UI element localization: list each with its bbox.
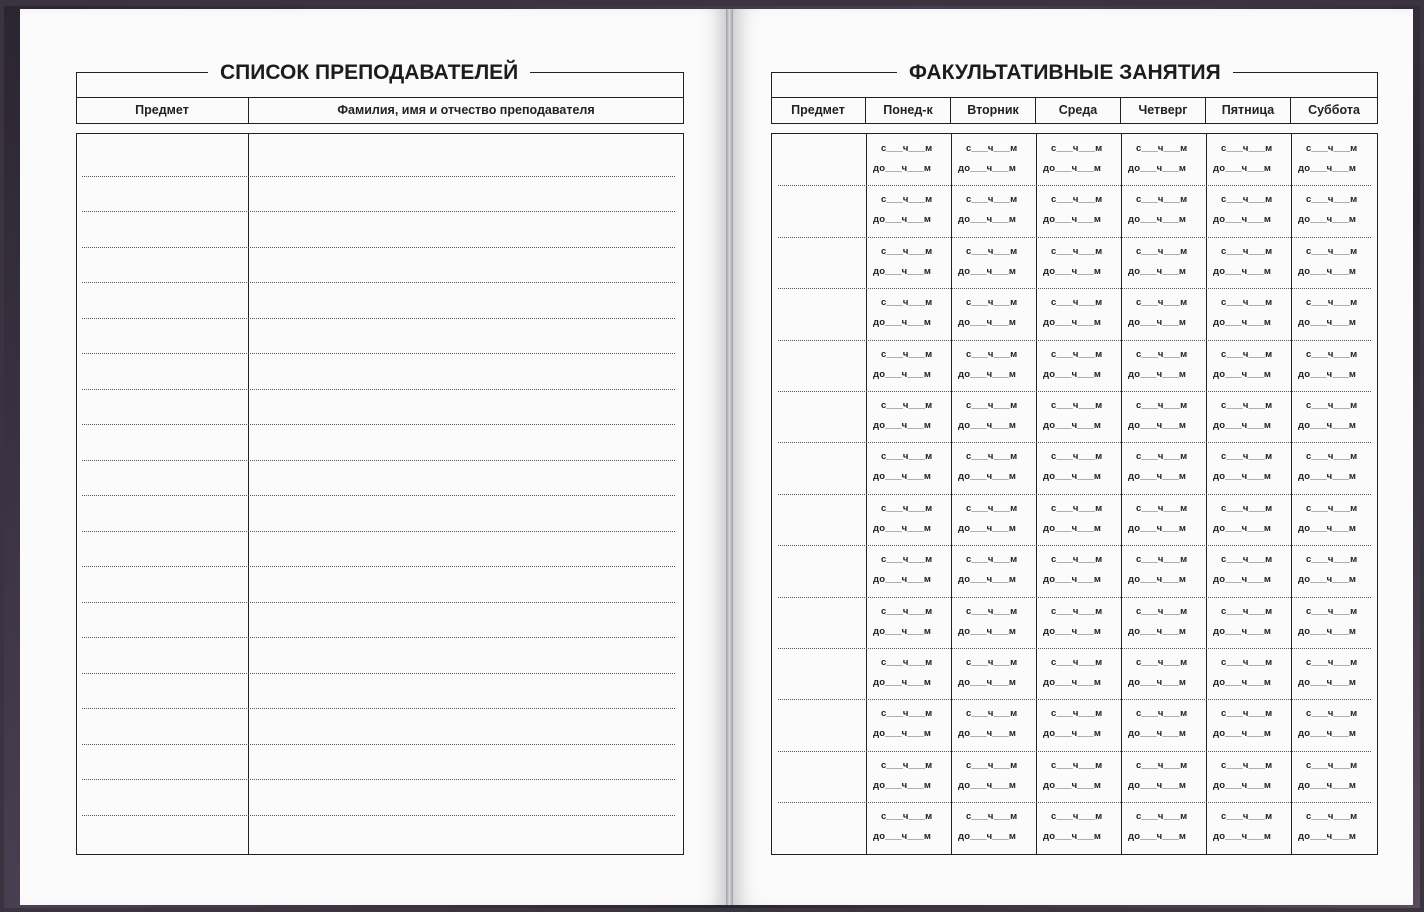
time-from-field[interactable]: с___ч___м [1136, 194, 1188, 205]
day-header-thursday: Четверг [1138, 103, 1188, 117]
optional-subject-field[interactable] [772, 494, 866, 545]
time-from-field[interactable]: с___ч___м [966, 143, 1018, 154]
time-from-field[interactable]: с___ч___м [1221, 400, 1273, 411]
optional-class-row-line [778, 648, 1371, 649]
time-to-field[interactable]: до___ч___м [873, 214, 932, 225]
day-header-monday: Понед-к [883, 103, 933, 117]
time-to-field[interactable]: до___ч___м [958, 523, 1017, 534]
time-to-field[interactable]: до___ч___м [1128, 677, 1187, 688]
time-to-field[interactable]: до___ч___м [1043, 266, 1102, 277]
time-to-field[interactable]: до___ч___м [873, 266, 932, 277]
time-to-field[interactable]: до___ч___м [1043, 677, 1102, 688]
time-from-field[interactable]: с___ч___м [1306, 554, 1358, 565]
time-from-field[interactable]: с___ч___м [1306, 708, 1358, 719]
time-from-field[interactable]: с___ч___м [1136, 708, 1188, 719]
time-from-field[interactable]: с___ч___м [1221, 606, 1273, 617]
time-from-field[interactable]: с___ч___м [1306, 143, 1358, 154]
time-to-field[interactable]: до___ч___м [958, 317, 1017, 328]
teacher-entry-line[interactable] [82, 708, 675, 709]
teacher-entry-line[interactable] [82, 176, 675, 177]
time-to-field[interactable]: до___ч___м [958, 728, 1017, 739]
teacher-entry-line[interactable] [82, 389, 675, 390]
time-from-field[interactable]: с___ч___м [881, 503, 933, 514]
time-from-field[interactable]: с___ч___м [1306, 194, 1358, 205]
time-to-field[interactable]: до___ч___м [1298, 831, 1357, 842]
time-to-field[interactable]: до___ч___м [1298, 317, 1357, 328]
time-to-field[interactable]: до___ч___м [873, 574, 932, 585]
time-from-field[interactable]: с___ч___м [881, 708, 933, 719]
teacher-entry-line[interactable] [82, 815, 675, 816]
time-to-field[interactable]: до___ч___м [958, 369, 1017, 380]
time-to-field[interactable]: до___ч___м [1298, 266, 1357, 277]
time-to-field[interactable]: до___ч___м [873, 420, 932, 431]
time-to-field[interactable]: до___ч___м [1043, 626, 1102, 637]
time-to-field[interactable]: до___ч___м [1298, 471, 1357, 482]
time-to-field[interactable]: до___ч___м [873, 163, 932, 174]
teacher-entry-line[interactable] [82, 318, 675, 319]
time-from-field[interactable]: с___ч___м [1051, 811, 1103, 822]
time-to-field[interactable]: до___ч___м [1298, 163, 1357, 174]
time-from-field[interactable]: с___ч___м [1051, 194, 1103, 205]
time-from-field[interactable]: с___ч___м [881, 246, 933, 257]
time-to-field[interactable]: до___ч___м [1213, 780, 1272, 791]
time-to-field[interactable]: до___ч___м [1128, 214, 1187, 225]
time-from-field[interactable]: с___ч___м [1136, 554, 1188, 565]
time-from-field[interactable]: с___ч___м [1221, 503, 1273, 514]
time-to-field[interactable]: до___ч___м [1043, 214, 1102, 225]
time-from-field[interactable]: с___ч___м [1306, 451, 1358, 462]
time-to-field[interactable]: до___ч___м [958, 266, 1017, 277]
time-to-field[interactable]: до___ч___м [1213, 420, 1272, 431]
time-to-field[interactable]: до___ч___м [873, 626, 932, 637]
teacher-entry-line[interactable] [82, 779, 675, 780]
time-to-field[interactable]: до___ч___м [1128, 471, 1187, 482]
time-from-field[interactable]: с___ч___м [881, 606, 933, 617]
subject-column-header: Предмет [135, 103, 189, 117]
time-to-field[interactable]: до___ч___м [873, 728, 932, 739]
time-from-field[interactable]: с___ч___м [1221, 349, 1273, 360]
time-from-field[interactable]: с___ч___м [966, 606, 1018, 617]
time-to-field[interactable]: до___ч___м [1298, 728, 1357, 739]
right-page-title: ФАКУЛЬТАТИВНЫЕ ЗАНЯТИЯ [897, 61, 1233, 85]
time-from-field[interactable]: с___ч___м [1136, 297, 1188, 308]
optional-class-row-line [778, 751, 1371, 752]
optional-subject-field[interactable] [772, 237, 866, 288]
time-from-field[interactable]: с___ч___м [1221, 194, 1273, 205]
optional-class-row-line [778, 545, 1371, 546]
time-to-field[interactable]: до___ч___м [1213, 317, 1272, 328]
optional-class-row-line [778, 185, 1371, 186]
time-to-field[interactable]: до___ч___м [958, 574, 1017, 585]
left-page-title: СПИСОК ПРЕПОДАВАТЕЛЕЙ [208, 61, 530, 85]
time-from-field[interactable]: с___ч___м [1306, 349, 1358, 360]
time-from-field[interactable]: с___ч___м [881, 400, 933, 411]
time-from-field[interactable]: с___ч___м [966, 297, 1018, 308]
teachers-table [76, 133, 684, 855]
time-from-field[interactable]: с___ч___м [966, 451, 1018, 462]
time-from-field[interactable]: с___ч___м [881, 451, 933, 462]
optional-class-row-line [778, 699, 1371, 700]
time-from-field[interactable]: с___ч___м [1221, 297, 1273, 308]
time-from-field[interactable]: с___ч___м [966, 760, 1018, 771]
time-from-field[interactable]: с___ч___м [1306, 400, 1358, 411]
time-to-field[interactable]: до___ч___м [958, 626, 1017, 637]
teacher-entry-line[interactable] [82, 531, 675, 532]
time-to-field[interactable]: до___ч___м [1043, 780, 1102, 791]
optional-subject-field[interactable] [772, 802, 866, 853]
teacher-entry-line[interactable] [82, 673, 675, 674]
optional-subject-field[interactable] [772, 288, 866, 339]
time-from-field[interactable]: с___ч___м [881, 760, 933, 771]
time-to-field[interactable]: до___ч___м [1213, 728, 1272, 739]
time-to-field[interactable]: до___ч___м [1213, 163, 1272, 174]
time-to-field[interactable]: до___ч___м [1043, 471, 1102, 482]
time-to-field[interactable]: до___ч___м [1298, 420, 1357, 431]
time-from-field[interactable]: с___ч___м [881, 143, 933, 154]
time-from-field[interactable]: с___ч___м [1221, 246, 1273, 257]
teacher-entry-line[interactable] [82, 460, 675, 461]
optional-subject-header: Предмет [791, 103, 845, 117]
time-to-field[interactable]: до___ч___м [1213, 626, 1272, 637]
teacher-entry-line[interactable] [82, 637, 675, 638]
time-to-field[interactable]: до___ч___м [958, 831, 1017, 842]
time-from-field[interactable]: с___ч___м [1051, 246, 1103, 257]
time-from-field[interactable]: с___ч___м [1306, 811, 1358, 822]
time-from-field[interactable]: с___ч___м [1306, 297, 1358, 308]
time-from-field[interactable]: с___ч___м [881, 194, 933, 205]
time-from-field[interactable]: с___ч___м [1221, 451, 1273, 462]
time-from-field[interactable]: с___ч___м [1136, 400, 1188, 411]
optional-class-row-line [778, 802, 1371, 803]
teacher-entry-line[interactable] [82, 744, 675, 745]
time-to-field[interactable]: до___ч___м [1128, 574, 1187, 585]
time-to-field[interactable]: до___ч___м [1298, 523, 1357, 534]
time-to-field[interactable]: до___ч___м [1298, 626, 1357, 637]
time-to-field[interactable]: до___ч___м [873, 317, 932, 328]
time-to-field[interactable]: до___ч___м [1213, 831, 1272, 842]
time-from-field[interactable]: с___ч___м [881, 297, 933, 308]
time-from-field[interactable]: с___ч___м [881, 811, 933, 822]
time-from-field[interactable]: с___ч___м [1221, 708, 1273, 719]
time-to-field[interactable]: до___ч___м [873, 780, 932, 791]
time-from-field[interactable]: с___ч___м [1306, 246, 1358, 257]
time-to-field[interactable]: до___ч___м [1128, 780, 1187, 791]
time-from-field[interactable]: с___ч___м [966, 246, 1018, 257]
time-from-field[interactable]: с___ч___м [1221, 554, 1273, 565]
time-from-field[interactable]: с___ч___м [1051, 297, 1103, 308]
time-to-field[interactable]: до___ч___м [1213, 369, 1272, 380]
time-from-field[interactable]: с___ч___м [966, 554, 1018, 565]
time-to-field[interactable]: до___ч___м [1213, 574, 1272, 585]
time-from-field[interactable]: с___ч___м [966, 503, 1018, 514]
time-from-field[interactable]: с___ч___м [966, 657, 1018, 668]
time-to-field[interactable]: до___ч___м [958, 471, 1017, 482]
time-to-field[interactable]: до___ч___м [958, 677, 1017, 688]
teacher-entry-line[interactable] [82, 566, 675, 567]
teacher-entry-line[interactable] [82, 211, 675, 212]
optional-subject-field[interactable] [772, 185, 866, 236]
time-to-field[interactable]: до___ч___м [873, 677, 932, 688]
time-to-field[interactable]: до___ч___м [873, 523, 932, 534]
time-to-field[interactable]: до___ч___м [873, 831, 932, 842]
time-from-field[interactable]: с___ч___м [1051, 143, 1103, 154]
left-page [20, 9, 726, 905]
optional-subject-field[interactable] [772, 597, 866, 648]
day-header-saturday: Суббота [1308, 103, 1360, 117]
optional-subject-field[interactable] [772, 134, 866, 185]
optional-subject-field[interactable] [772, 751, 866, 802]
time-from-field[interactable]: с___ч___м [1136, 811, 1188, 822]
teacher-entry-line[interactable] [82, 424, 675, 425]
time-from-field[interactable]: с___ч___м [1136, 760, 1188, 771]
time-to-field[interactable]: до___ч___м [1128, 317, 1187, 328]
time-from-field[interactable]: с___ч___м [1136, 349, 1188, 360]
optional-subject-field[interactable] [772, 391, 866, 442]
time-to-field[interactable]: до___ч___м [1043, 728, 1102, 739]
time-to-field[interactable]: до___ч___м [1298, 574, 1357, 585]
time-to-field[interactable]: до___ч___м [1213, 677, 1272, 688]
time-to-field[interactable]: до___ч___м [1213, 214, 1272, 225]
teacher-entry-line[interactable] [82, 602, 675, 603]
teacher-entry-line[interactable] [82, 495, 675, 496]
time-to-field[interactable]: до___ч___м [1128, 626, 1187, 637]
optional-classes-table [771, 133, 1378, 855]
right-page [733, 9, 1413, 905]
time-to-field[interactable]: до___ч___м [1128, 523, 1187, 534]
time-from-field[interactable]: с___ч___м [1306, 606, 1358, 617]
time-from-field[interactable]: с___ч___м [1051, 554, 1103, 565]
time-to-field[interactable]: до___ч___м [1043, 317, 1102, 328]
optional-subject-field[interactable] [772, 699, 866, 750]
time-from-field[interactable]: с___ч___м [881, 657, 933, 668]
optional-subject-field[interactable] [772, 340, 866, 391]
time-from-field[interactable]: с___ч___м [1221, 760, 1273, 771]
time-from-field[interactable]: с___ч___м [1051, 400, 1103, 411]
time-from-field[interactable]: с___ч___м [1051, 760, 1103, 771]
time-to-field[interactable]: до___ч___м [1043, 831, 1102, 842]
optional-class-row-line [778, 237, 1371, 238]
time-to-field[interactable]: до___ч___м [1298, 677, 1357, 688]
time-from-field[interactable]: с___ч___м [1051, 503, 1103, 514]
time-to-field[interactable]: до___ч___м [873, 369, 932, 380]
time-from-field[interactable]: с___ч___м [881, 349, 933, 360]
time-from-field[interactable]: с___ч___м [881, 554, 933, 565]
time-to-field[interactable]: до___ч___м [1043, 523, 1102, 534]
optional-class-row-line [778, 494, 1371, 495]
time-from-field[interactable]: с___ч___м [1306, 760, 1358, 771]
optional-subject-field[interactable] [772, 648, 866, 699]
time-to-field[interactable]: до___ч___м [1128, 266, 1187, 277]
time-to-field[interactable]: до___ч___м [1128, 831, 1187, 842]
time-to-field[interactable]: до___ч___м [1298, 214, 1357, 225]
optional-class-row-line [778, 597, 1371, 598]
teacher-entry-line[interactable] [82, 247, 675, 248]
optional-class-row-line [778, 288, 1371, 289]
time-to-field[interactable]: до___ч___м [1043, 369, 1102, 380]
time-to-field[interactable]: до___ч___м [1213, 523, 1272, 534]
time-from-field[interactable]: с___ч___м [1136, 606, 1188, 617]
time-from-field[interactable]: с___ч___м [1221, 811, 1273, 822]
time-to-field[interactable]: до___ч___м [1213, 471, 1272, 482]
time-to-field[interactable]: до___ч___м [1043, 163, 1102, 174]
teacher-name-column-header: Фамилия, имя и отчество преподавателя [337, 103, 595, 117]
time-to-field[interactable]: до___ч___м [1128, 728, 1187, 739]
time-to-field[interactable]: до___ч___м [958, 163, 1017, 174]
time-to-field[interactable]: до___ч___м [1213, 266, 1272, 277]
time-from-field[interactable]: с___ч___м [1136, 657, 1188, 668]
time-to-field[interactable]: до___ч___м [958, 780, 1017, 791]
time-to-field[interactable]: до___ч___м [1128, 163, 1187, 174]
time-from-field[interactable]: с___ч___м [966, 194, 1018, 205]
time-to-field[interactable]: до___ч___м [1043, 420, 1102, 431]
time-from-field[interactable]: с___ч___м [966, 349, 1018, 360]
day-header-friday: Пятница [1221, 103, 1275, 117]
optional-class-row-line [778, 442, 1371, 443]
time-from-field[interactable]: с___ч___м [1136, 143, 1188, 154]
time-from-field[interactable]: с___ч___м [1306, 657, 1358, 668]
optional-class-row-line [778, 340, 1371, 341]
time-from-field[interactable]: с___ч___м [1136, 246, 1188, 257]
time-from-field[interactable]: с___ч___м [1136, 451, 1188, 462]
time-to-field[interactable]: до___ч___м [873, 471, 932, 482]
time-from-field[interactable]: с___ч___м [1221, 143, 1273, 154]
time-from-field[interactable]: с___ч___м [1051, 657, 1103, 668]
teachers-table-column-separator [248, 134, 249, 854]
time-from-field[interactable]: с___ч___м [1136, 503, 1188, 514]
time-from-field[interactable]: с___ч___м [1221, 657, 1273, 668]
day-header-wednesday: Среда [1058, 103, 1098, 117]
time-to-field[interactable]: до___ч___м [1128, 420, 1187, 431]
optional-subject-field[interactable] [772, 545, 866, 596]
time-to-field[interactable]: до___ч___м [1043, 574, 1102, 585]
notebook-spine [726, 9, 733, 905]
time-to-field[interactable]: до___ч___м [958, 420, 1017, 431]
time-from-field[interactable]: с___ч___м [966, 811, 1018, 822]
optional-subject-field[interactable] [772, 442, 866, 493]
time-to-field[interactable]: до___ч___м [958, 214, 1017, 225]
time-to-field[interactable]: до___ч___м [1128, 369, 1187, 380]
time-from-field[interactable]: с___ч___м [966, 400, 1018, 411]
teacher-entry-line[interactable] [82, 282, 675, 283]
time-to-field[interactable]: до___ч___м [1298, 369, 1357, 380]
optional-class-row-line [778, 391, 1371, 392]
time-from-field[interactable]: с___ч___м [1306, 503, 1358, 514]
time-to-field[interactable]: до___ч___м [1298, 780, 1357, 791]
time-from-field[interactable]: с___ч___м [1051, 451, 1103, 462]
day-header-tuesday: Вторник [967, 103, 1019, 117]
time-from-field[interactable]: с___ч___м [1051, 349, 1103, 360]
time-from-field[interactable]: с___ч___м [966, 708, 1018, 719]
teacher-entry-line[interactable] [82, 353, 675, 354]
time-from-field[interactable]: с___ч___м [1051, 606, 1103, 617]
time-from-field[interactable]: с___ч___м [1051, 708, 1103, 719]
